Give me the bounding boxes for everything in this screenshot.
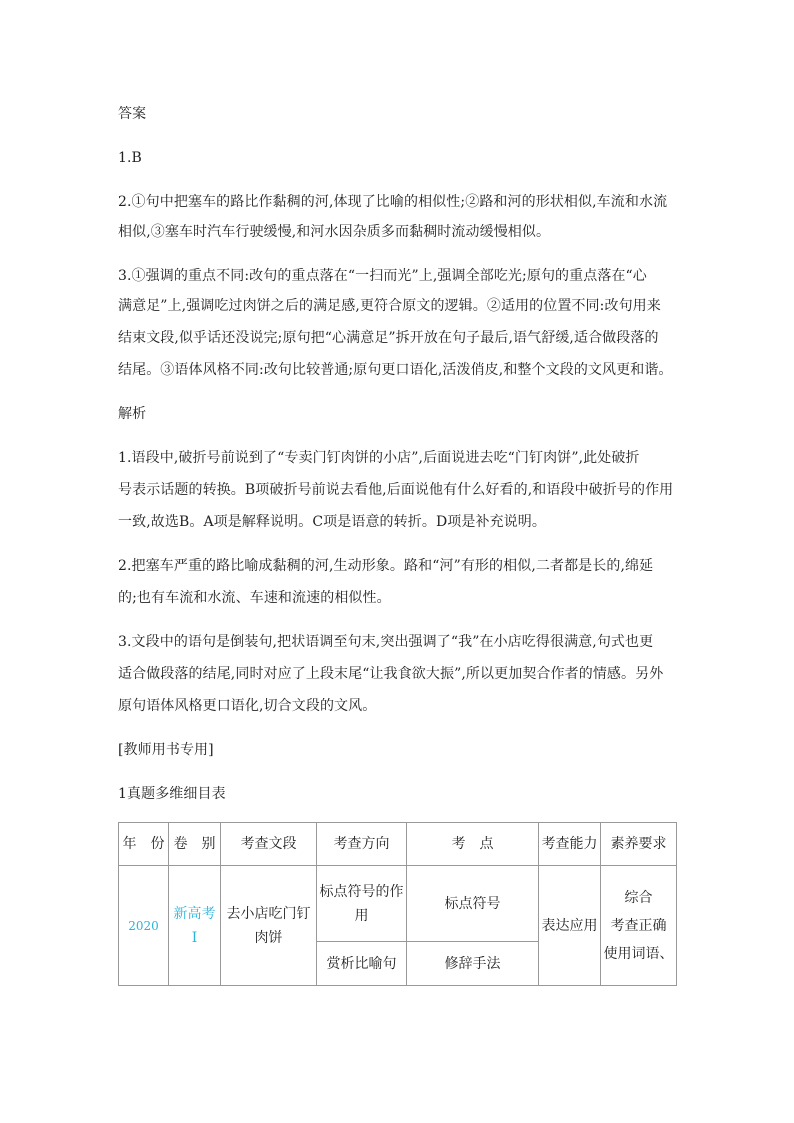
answer-heading: 答案 (118, 106, 147, 122)
answer-line-2: 2.①句中把塞车的路比作黏稠的河,体现了比喻的相似性;②路和河的形状相似,车流和水流 (118, 194, 668, 210)
header-direction: 考查方向 (317, 823, 407, 866)
header-paper: 卷 别 (169, 823, 221, 866)
passage-value: 去小店吃门钉肉饼 (226, 905, 311, 946)
table-row (119, 866, 677, 942)
cell-point-1 (407, 866, 539, 942)
header-passage: 考查文段 (221, 823, 317, 866)
answer-line-4: 3.①强调的重点不同:改句的重点落在“一扫而光”上,强调全部吃光;原句的重点落在“心 (118, 268, 647, 284)
cell-year (119, 866, 169, 986)
analysis-line-6: 3.文段中的语句是倒装句,把状语调至句末,突出强调了“我”在小店吃得很满意,句式也更 (118, 634, 654, 650)
point-2-value: 修辞手法 (444, 955, 501, 972)
teacher-note: [教师用书专用] (118, 742, 214, 758)
paper-line-2: Ⅰ (191, 929, 198, 946)
year-value: 2020 (128, 918, 159, 933)
cell-point-2 (407, 942, 539, 986)
analysis-line-8: 原句语体风格更口语化,切合文段的文风。 (118, 698, 377, 714)
paper-line-1: 新高考 (173, 905, 216, 922)
header-point: 考 点 (407, 823, 539, 866)
analysis-heading: 解析 (118, 406, 147, 422)
cell-passage (221, 866, 317, 986)
point-1-value: 标点符号 (444, 895, 501, 912)
table-header-row (119, 823, 677, 866)
direction-2-value: 赏析比喻句 (326, 955, 397, 972)
analysis-line-4: 2.把塞车严重的路比喻成黏稠的河,生动形象。路和“河”有形的相似,二者都是长的,绵延 (118, 558, 654, 574)
cell-paper (169, 866, 221, 986)
answer-line-5: 满意足”上,强调吃过肉饼之后的满足感,更符合原文的逻辑。②适用的位置不同:改句用来 (118, 298, 661, 314)
cell-ability (539, 866, 601, 986)
answer-line-7: 结尾。③语体风格不同:改句比较普通;原句更口语化,活泼俏皮,和整个文段的文风更和谐。 (118, 362, 673, 378)
answer-line-1: 1.B (118, 150, 142, 166)
cell-direction-1 (317, 866, 407, 942)
literacy-line-1: 综合 (624, 889, 653, 906)
ability-value: 表达应用 (541, 917, 598, 934)
analysis-line-1: 1.语段中,破折号前说到了“专卖门钉肉饼的小店”,后面说进去吃“门钉肉饼”,此处破折 (118, 450, 640, 466)
detail-table (118, 822, 677, 986)
answer-line-6: 结束文段,似乎话还没说完;原句把“心满意足”拆开放在句子最后,语气舒缓,适合做段落的 (118, 330, 659, 346)
table-title: 1真题多维细目表 (118, 786, 226, 802)
analysis-line-7: 适合做段落的结尾,同时对应了上段末尾“让我食欲大振”,所以更加契合作者的情感。另外 (118, 666, 664, 682)
answer-line-3: 相似,③塞车时汽车行驶缓慢,和河水因杂质多而黏稠时流动缓慢相似。 (118, 224, 551, 240)
analysis-line-2: 号表示话题的转换。B项破折号前说去看他,后面说他有什么好看的,和语段中破折号的作用 (118, 482, 674, 498)
header-year: 年 份 (119, 823, 169, 866)
analysis-line-5: 的;也有车流和水流、车速和流速的相似性。 (118, 590, 391, 606)
direction-1-value: 标点符号的作用 (319, 883, 404, 924)
cell-literacy (601, 866, 677, 986)
header-literacy: 素养要求 (601, 823, 677, 866)
cell-direction-2 (317, 942, 407, 986)
literacy-line-2: 考查正确 (610, 917, 667, 934)
literacy-line-3: 使用词语、 (603, 945, 674, 962)
header-ability: 考查能力 (539, 823, 601, 866)
analysis-line-3: 一致,故选B。A项是解释说明。C项是语意的转折。D项是补充说明。 (118, 514, 546, 530)
